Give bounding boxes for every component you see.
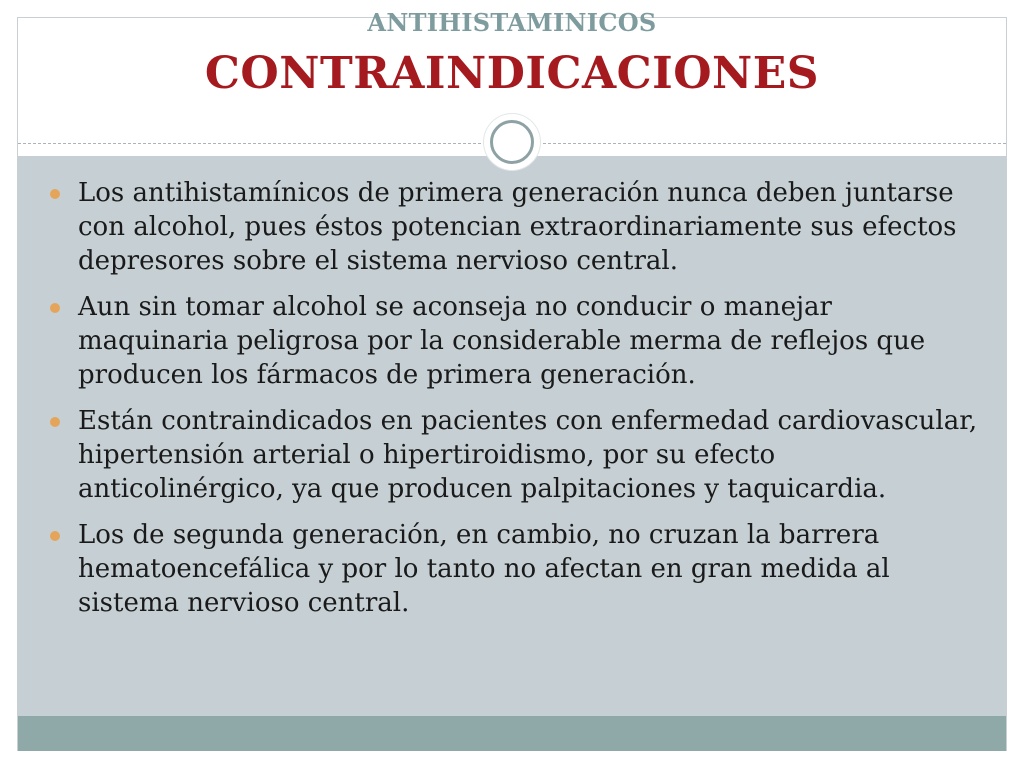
- bullet-text: Los de segunda generación, en cambio, no cruzan la barrera hematoencefálica y por lo tanto no afectan en gran medida al sistema nervioso central.: [78, 520, 890, 618]
- slide-title: CONTRAINDICACIONES: [204, 48, 820, 99]
- bullet-text: Están contraindicados en pacientes con enfermedad cardiovascular, hipertensión arterial o hipertiroidismo, por su efecto anticolinérgico, ya que producen palpitaciones y taquicardia.: [78, 406, 978, 504]
- bullet-dot-icon: [50, 189, 60, 199]
- decorative-ring-icon: [484, 114, 540, 170]
- bullet-dot-icon: [50, 303, 60, 313]
- bullet-item: [48, 290, 988, 392]
- bullet-text: Aun sin tomar alcohol se aconseja no conducir o manejar maquinaria peligrosa por la considerable merma de reflejos que producen los fármacos de primera generación.: [78, 292, 926, 390]
- bullet-dot-icon: [50, 417, 60, 427]
- slide-kicker: ANTIHISTAMINICOS: [367, 8, 657, 37]
- bullet-text: Los antihistamínicos de primera generación nunca deben juntarse con alcohol, pues éstos potencian extraordinariamente sus efectos depresores sobre el sistema nervioso central.: [78, 178, 957, 276]
- bullet-item: [48, 404, 988, 506]
- bullet-item: [48, 176, 988, 278]
- bullet-dot-icon: [50, 531, 60, 541]
- footer-bar: [18, 716, 1006, 751]
- bullet-item: [48, 518, 988, 620]
- bullet-list: [48, 176, 988, 632]
